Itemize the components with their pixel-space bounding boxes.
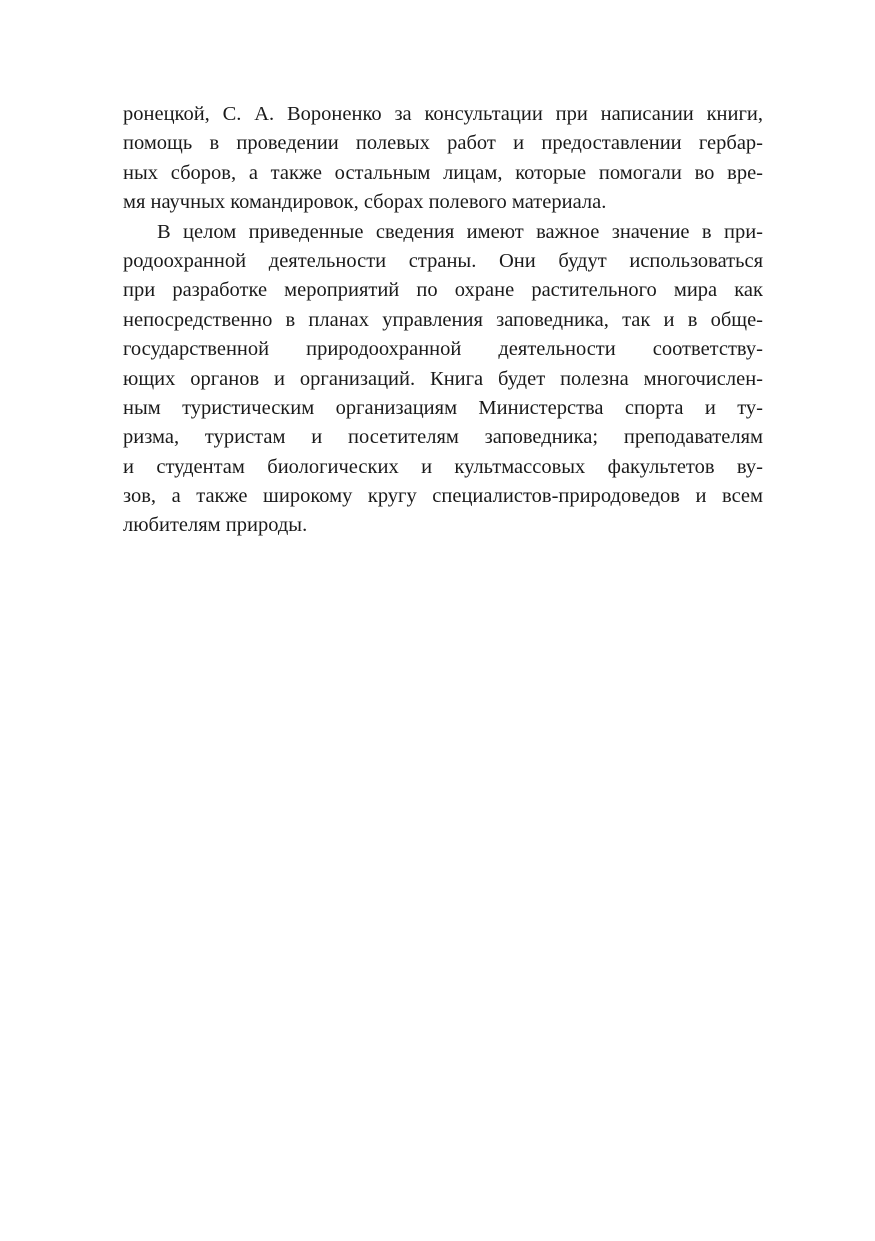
text-line: при разработке мероприятий по охране растительного мира как (123, 279, 763, 302)
text-line: ным туристическим организациям Министерства спорта и ту- (123, 396, 763, 419)
text-line: мя научных командировок, сборах полевого материала. (123, 191, 607, 214)
text-line: В целом приведенные сведения имеют важное значение в при- (157, 220, 763, 243)
paragraph-1 (123, 100, 763, 218)
paragraph-2 (123, 218, 763, 541)
body-text (123, 100, 763, 541)
text-line: государственной природоохранной деятельности соответству- (123, 338, 763, 361)
text-line: зов, а также широкому кругу специалистов-природоведов и всем (123, 485, 763, 508)
text-line: и студентам биологических и культмассовых факультетов ву- (123, 455, 763, 478)
text-line: непосредственно в планах управления заповедника, так и в обще- (123, 308, 763, 331)
text-line: ризма, туристам и посетителям заповедника; преподавателям (123, 426, 763, 449)
text-line: ных сборов, а также остальным лицам, которые помогали во вре- (123, 161, 763, 184)
text-line: родоохранной деятельности страны. Они будут использоваться (123, 249, 763, 272)
text-line: ронецкой, С. А. Вороненко за консультации при написании книги, (123, 103, 763, 125)
text-line: помощь в проведении полевых работ и предоставлении гербар- (123, 132, 763, 155)
text-line: ющих органов и организаций. Книга будет полезна многочислен- (123, 367, 763, 390)
text-line: любителям природы. (123, 514, 308, 537)
